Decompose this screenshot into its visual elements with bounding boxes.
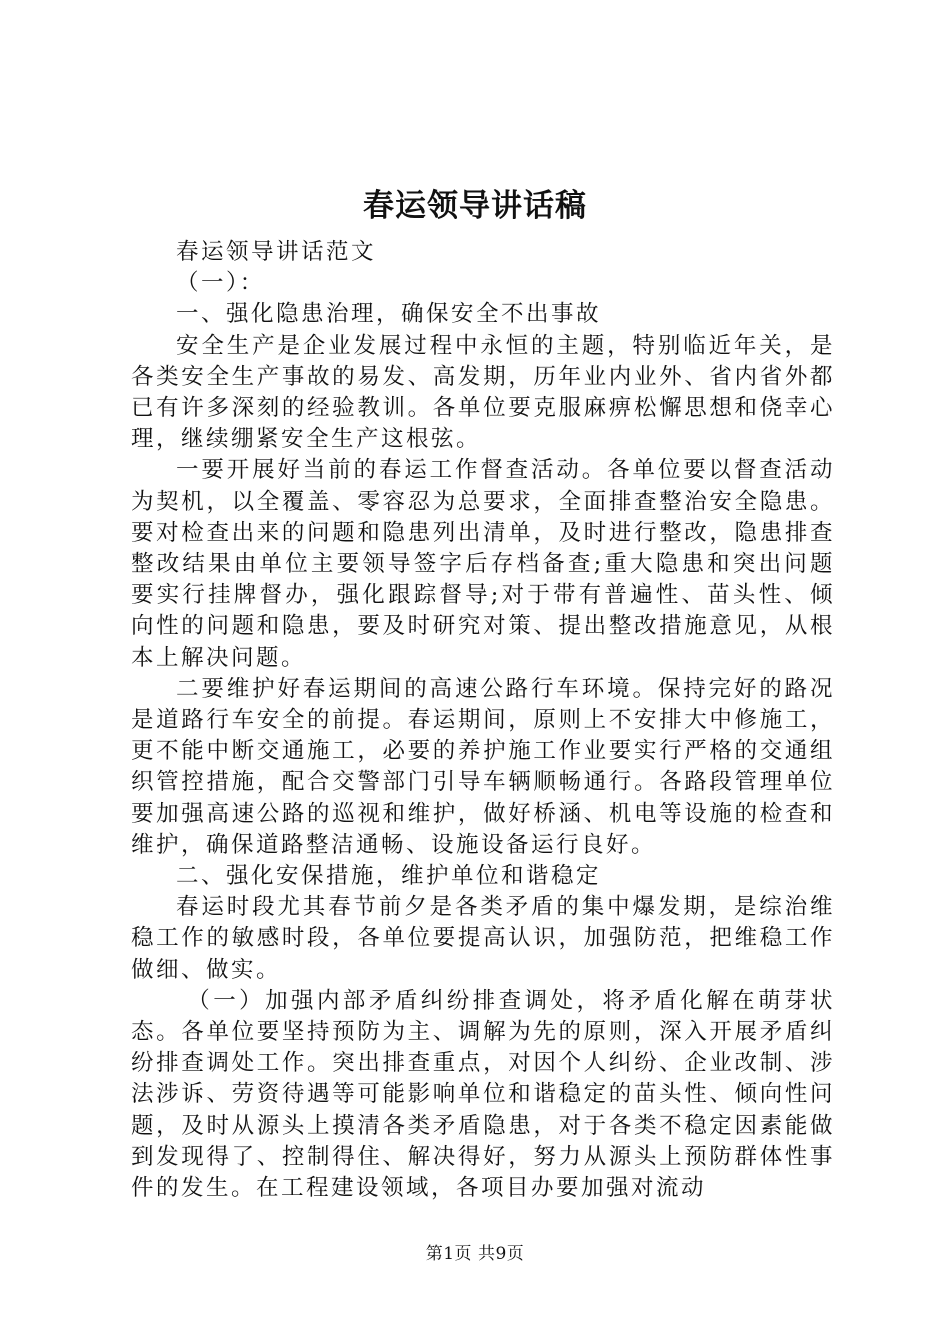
paragraph: 安全生产是企业发展过程中永恒的主题，特别临近年关，是各类安全生产事故的易发、高发期，历年业内业外、省内省外都已有许多深刻的经验教训。各单位要克服麻痹松懈思想和侥幸心理，继续绷紧安全生产这根弦。 xyxy=(131,332,835,453)
paragraph: 二要维护好春运期间的高速公路行车环境。保持完好的路况是道路行车安全的前提。春运期间，原则上不安排大中修施工，更不能中断交通施工，必要的养护施工作业要实行严格的交通组织管控措施，配合交警部门引导车辆顺畅通行。各路段管理单位要加强高速公路的巡视和维护，做好桥涵、机电等设施的检查和维护，确保道路整洁通畅、设施设备运行良好。 xyxy=(131,675,835,858)
paragraph: 春运时段尤其春节前夕是各类矛盾的集中爆发期，是综治维稳工作的敏感时段，各单位要提高认识，加强防范，把维稳工作做细、做实。 xyxy=(131,894,835,983)
page-number-footer: 第1页 共9页 xyxy=(425,1244,525,1264)
paragraph-subtitle: 春运领导讲话范文 xyxy=(176,239,377,265)
document-body xyxy=(131,237,835,1204)
paragraph: （一）加强内部矛盾纠纷排查调处，将矛盾化解在萌芽状态。各单位要坚持预防为主、调解为先的原则，深入开展矛盾纠纷排查调处工作。突出排查重点，对因个人纠纷、企业改制、涉法涉诉、劳资待遇等可能影响单位和谐稳定的苗头性、倾向性问题，及时从源头上摸清各类矛盾隐患，对于各类不稳定因素能做到发现得了、控制得住、解决得好，努力从源头上预防群体性事件的发生。在工程建设领域，各项目办要加强对流动 xyxy=(131,987,835,1202)
paragraph-section-marker: （一）： xyxy=(176,270,265,297)
heading-section-1: 一、强化隐患治理，确保安全不出事故 xyxy=(176,301,602,328)
document-title: 春运领导讲话稿 xyxy=(363,188,587,224)
paragraph: 一要开展好当前的春运工作督查活动。各单位要以督查活动为契机，以全覆盖、零容忍为总要求，全面排查整治安全隐患。要对检查出来的问题和隐患列出清单，及时进行整改，隐患排查整改结果由单位主要领导签字后存档备查;重大隐患和突出问题要实行挂牌督办，强化跟踪督导;对于带有普遍性、苗头性、倾向性的问题和隐患，要及时研究对策、提出整改措施意见，从根本上解决问题。 xyxy=(131,457,835,671)
heading-section-2: 二、强化安保措施，维护单位和谐稳定 xyxy=(176,863,602,890)
